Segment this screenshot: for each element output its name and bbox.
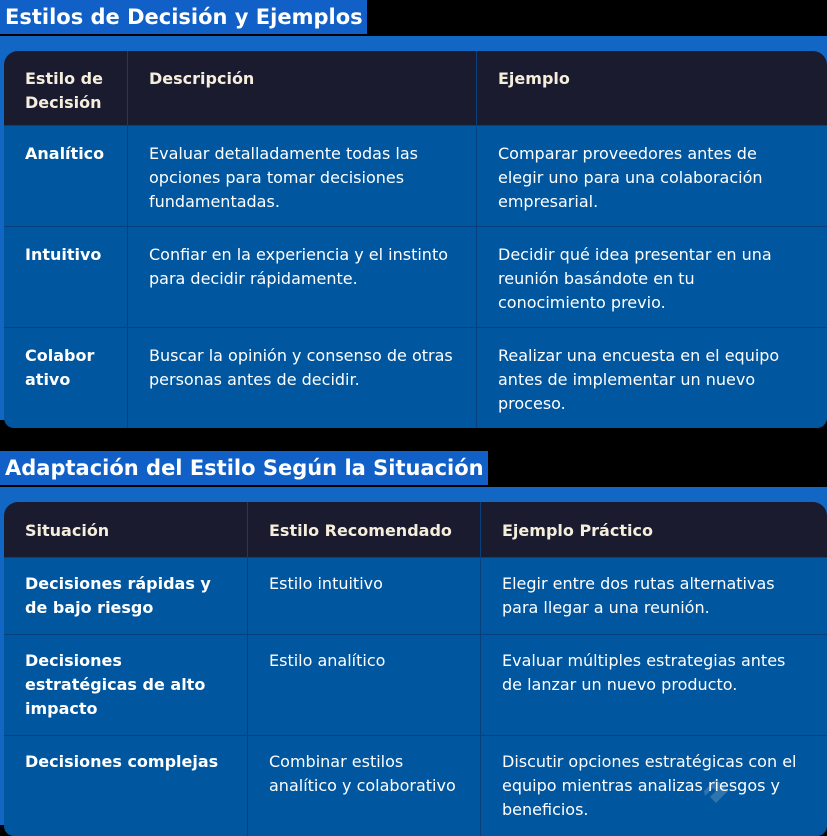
description-cell: Buscar la opinión y consenso de otras personas antes de decidir.	[128, 327, 477, 428]
section-title-style-adaptation: Adaptación del Estilo Según la Situación	[0, 451, 488, 485]
column-header-practical-example: Ejemplo Práctico	[481, 502, 827, 557]
situation-cell: Decisiones rápidas y de bajo riesgo	[4, 557, 248, 634]
table-row	[4, 634, 827, 735]
table-row	[4, 226, 827, 327]
column-header-recommended-style: Estilo Recomendado	[248, 502, 481, 557]
practical-example-cell: Elegir entre dos rutas alternativas para llegar a una reunión.	[481, 557, 827, 634]
decision-styles-table	[4, 51, 827, 428]
column-header-situation: Situación	[4, 502, 248, 557]
situation-cell: Decisiones estratégicas de alto impacto	[4, 634, 248, 735]
practical-example-cell: Discutir opciones estratégicas con el equipo mientras analizas riesgos y beneficios.	[481, 735, 827, 836]
decision-styles-panel	[0, 36, 827, 420]
table-row	[4, 557, 827, 634]
example-cell: Comparar proveedores antes de elegir uno para una colaboración empresarial.	[477, 125, 827, 226]
style-adaptation-panel	[0, 487, 827, 825]
section-title-decision-styles: Estilos de Decisión y Ejemplos	[0, 0, 367, 34]
example-cell: Realizar una encuesta en el equipo antes de implementar un nuevo proceso.	[477, 327, 827, 428]
logo-watermark-icon	[701, 777, 731, 807]
column-header-example: Ejemplo	[477, 51, 827, 125]
description-cell: Confiar en la experiencia y el instinto para decidir rápidamente.	[128, 226, 477, 327]
situation-cell: Decisiones complejas	[4, 735, 248, 836]
table-header-row	[4, 502, 827, 557]
practical-example-cell: Evaluar múltiples estrategias antes de lanzar un nuevo producto.	[481, 634, 827, 735]
description-cell: Evaluar detalladamente todas las opciones para tomar decisiones fundamentadas.	[128, 125, 477, 226]
style-cell: Intuitivo	[4, 226, 128, 327]
recommended-style-cell: Combinar estilos analítico y colaborativo	[248, 735, 481, 836]
style-cell: Analítico	[4, 125, 128, 226]
recommended-style-cell: Estilo intuitivo	[248, 557, 481, 634]
table-row	[4, 125, 827, 226]
column-header-style: Estilo de Decisión	[4, 51, 128, 125]
column-header-description: Descripción	[128, 51, 477, 125]
style-cell: Colabor ativo	[4, 327, 128, 428]
table-row	[4, 327, 827, 428]
example-cell: Decidir qué idea presentar en una reunión basándote en tu conocimiento previo.	[477, 226, 827, 327]
table-header-row	[4, 51, 827, 125]
recommended-style-cell: Estilo analítico	[248, 634, 481, 735]
